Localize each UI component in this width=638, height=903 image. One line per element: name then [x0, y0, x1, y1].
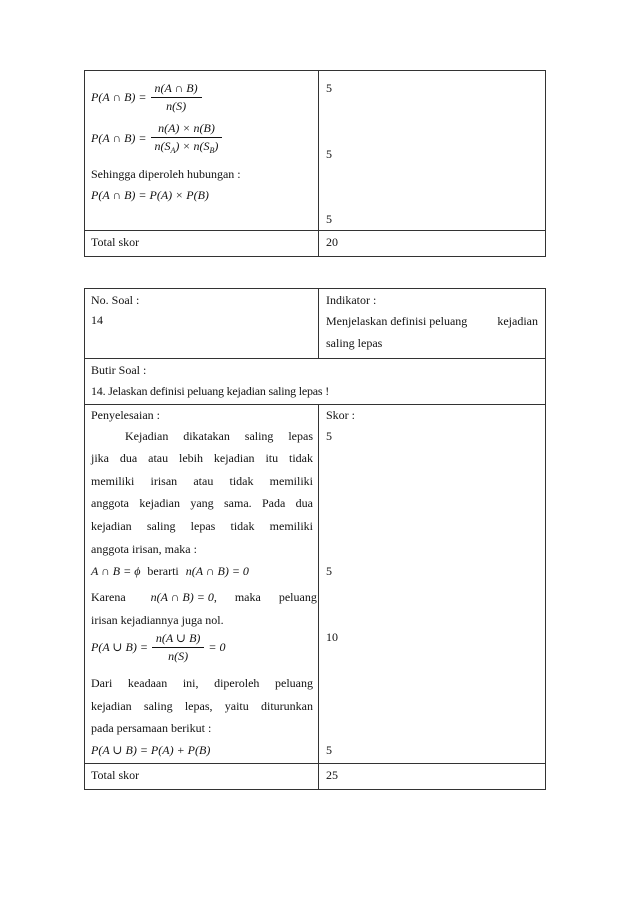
answer-line: anggota irisan, maka : — [91, 542, 197, 556]
answer-line: kejadian saling lepas, yaitu diturunkan — [91, 699, 313, 713]
score-table-1 — [84, 70, 546, 257]
score-cell — [319, 71, 546, 231]
answer-line: Kejadian dikatakan saling lepas — [125, 429, 313, 443]
indikator-text: saling lepas — [326, 336, 383, 350]
score-cell — [319, 405, 546, 764]
score-value: 5 — [326, 564, 332, 578]
indikator-label: Indikator : — [326, 293, 377, 307]
score-value: 10 — [326, 630, 338, 644]
formula-numerator: n(A) × n(B) — [151, 121, 223, 138]
score-value: 5 — [326, 81, 332, 95]
formula-multiplication-rule: P(A ∩ B) = P(A) × P(B) — [91, 188, 209, 202]
score-value: 5 — [326, 429, 332, 443]
question-cell — [85, 359, 546, 405]
formula-numerator: n(A ∩ B) — [151, 81, 202, 98]
formula-denominator: $n(S_A) \times n(S_B)$ — [154, 139, 219, 155]
answer-line: Dari keadaan ini, diperoleh peluang — [91, 676, 313, 690]
total-value: 25 — [319, 764, 546, 790]
indikator-text: kejadian — [497, 314, 538, 328]
answer-line: anggota kejadian yang sama. Pada dua — [91, 496, 313, 510]
solution-cell — [85, 71, 319, 231]
formula-addition-rule: P(A ∪ B) = P(A) + P(B) — [91, 743, 211, 757]
penyelesaian-label: Penyelesaian : — [91, 408, 160, 422]
question-number-cell — [85, 289, 319, 359]
answer-line: kejadian saling lepas tidak memiliki — [91, 519, 313, 533]
question-text: 14. Jelaskan definisi peluang kejadian saling lepas ! — [91, 384, 329, 398]
answer-cell — [85, 405, 319, 764]
answer-line: jika dua atau lebih kejadian itu tidak — [91, 451, 313, 465]
formula-denominator: n(S) — [166, 99, 187, 113]
skor-label: Skor : — [326, 408, 356, 422]
formula-intersection-probability: P(A ∩ B) = $\frac{n(A \cap B)}{n(S)}$ — [91, 81, 202, 114]
score-value: 5 — [326, 743, 332, 757]
formula-denominator: n(S) — [168, 649, 189, 663]
score-table-2 — [84, 288, 546, 790]
total-label: Total skor — [85, 764, 319, 790]
conclusion-text: Sehingga diperoleh hubungan : — [91, 167, 241, 181]
answer-line: irisan kejadiannya juga nol. — [91, 613, 224, 627]
answer-line: memiliki irisan atau tidak memiliki — [91, 474, 313, 488]
total-value: 20 — [319, 231, 546, 257]
indicator-cell — [319, 289, 546, 359]
score-value: 5 — [326, 147, 332, 161]
formula-numerator: n(A ∪ B) — [152, 631, 205, 648]
no-soal-label: No. Soal : — [91, 293, 140, 307]
answer-line: pada persamaan berikut : — [91, 721, 212, 735]
karena-line: Karena n(A ∩ B) = 0, maka peluang — [91, 590, 317, 604]
indikator-text: Menjelaskan definisi peluang — [326, 314, 468, 328]
total-label: Total skor — [85, 231, 319, 257]
score-value: 5 — [326, 212, 332, 226]
no-soal-value: 14 — [91, 313, 103, 327]
formula-independent-probability: P(A ∩ B) = $\frac{n(A) \times n(B)}{n(S_A) \times n(S_B)}$ — [91, 121, 222, 155]
butir-soal-label: Butir Soal : — [91, 363, 147, 377]
formula-empty-intersection: A ∩ B = ϕ berarti n(A ∩ B) = 0 — [91, 564, 249, 578]
formula-union-probability-zero: P(A ∪ B) = $\frac{n(A \cup B)}{n(S)}$ = 0 — [91, 631, 226, 663]
